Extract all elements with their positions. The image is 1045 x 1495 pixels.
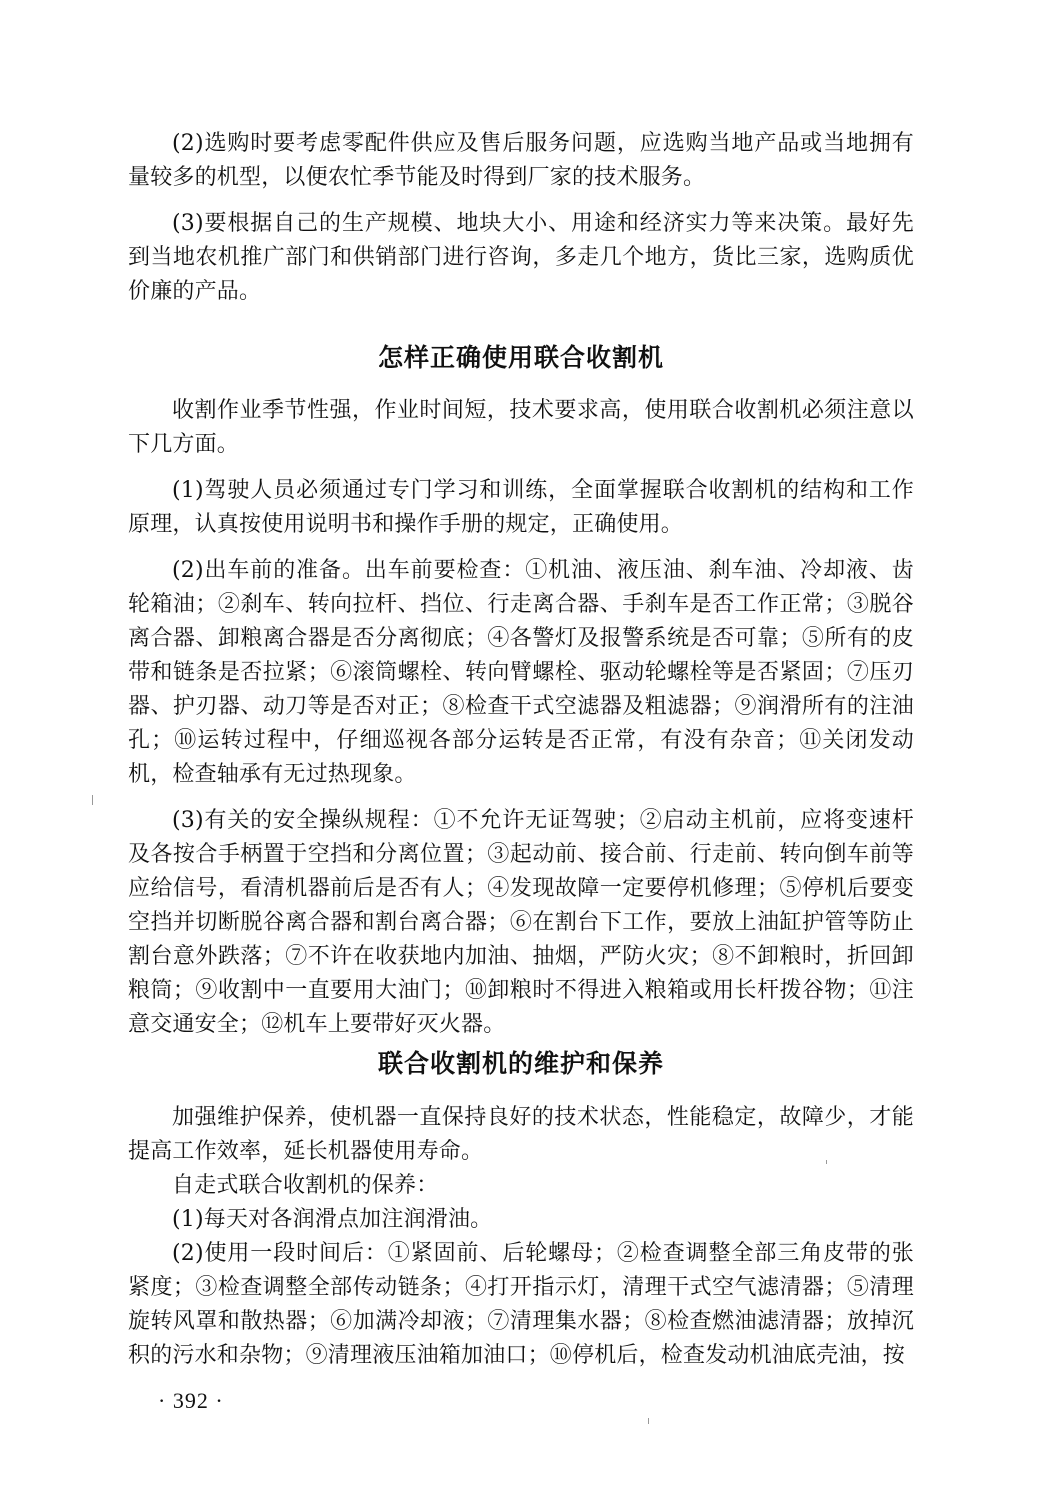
- paragraph-maintenance-intro: 加强维护保养，使机器一直保持良好的技术状态，性能稳定，故障少，才能提高工作效率，延长机器使用寿命。: [128, 1105, 914, 1164]
- section-title-usage: 怎样正确使用联合收割机: [377, 343, 664, 372]
- scan-mark: [648, 1418, 649, 1424]
- paragraph-maintenance-2: (2)使用一段时间后：①紧固前、后轮螺母；②检查调整全部三角皮带的张紧度；③检查调整全部传动链条；④打开指示灯，清理干式空气滤清器；⑤清理旋转风罩和散热器；⑥加满冷却液；⑦清理集水器；⑧检查燃油滤清器；放掉沉积的污水和杂物；⑨清理液压油箱加油口；⑩停机后，检查发动机油底壳油，按: [128, 1241, 914, 1368]
- paragraph-usage-1: (1)驾驶人员必须通过专门学习和训练，全面掌握联合收割机的结构和工作原理，认真按使用说明书和操作手册的规定，正确使用。: [128, 478, 914, 537]
- usage-text-block: [128, 394, 914, 1042]
- scan-mark: [92, 795, 93, 805]
- scan-mark: [826, 1160, 827, 1164]
- paragraph-usage-intro: 收割作业季节性强，作业时间短，技术要求高，使用联合收割机必须注意以下几方面。: [128, 398, 914, 457]
- maintenance-text-block: [128, 1101, 914, 1373]
- intro-text-block: [128, 127, 914, 309]
- section-title-maintenance: 联合收割机的维护和保养: [377, 1049, 664, 1078]
- paragraph-maintenance-1: (1)每天对各润滑点加注润滑油。: [172, 1207, 493, 1232]
- page-number: · 392 ·: [158, 1388, 224, 1413]
- paragraph-purchase-3: (3)要根据自己的生产规模、地块大小、用途和经济实力等来决策。最好先到当地农机推广部门和供销部门进行咨询，多走几个地方，货比三家，选购质优价廉的产品。: [128, 211, 914, 304]
- paragraph-maintenance-subtitle: 自走式联合收割机的保养：: [172, 1173, 439, 1198]
- paragraph-purchase-2: (2)选购时要考虑零配件供应及售后服务问题，应选购当地产品或当地拥有量较多的机型，以便农忙季节能及时得到厂家的技术服务。: [128, 131, 914, 190]
- paragraph-usage-2: (2)出车前的准备。出车前要检查：①机油、液压油、刹车油、冷却液、齿轮箱油；②刹车、转向拉杆、挡位、行走离合器、手刹车是否工作正常；③脱谷离合器、卸粮离合器是否分离彻底；④各警灯及报警系统是否可靠；⑤所有的皮带和链条是否拉紧；⑥滚筒螺栓、转向臂螺栓、驱动轮螺栓等是否紧固；⑦压刃器、护刃器、动刀等是否对正；⑧检查干式空滤器及粗滤器；⑨润滑所有的注油孔；⑩运转过程中，仔细巡视各部分运转是否正常，有没有杂音；⑪关闭发动机，检查轴承有无过热现象。: [128, 558, 914, 787]
- paragraph-usage-3: (3)有关的安全操纵规程：①不允许无证驾驶；②启动主机前，应将变速杆及各按合手柄置于空挡和分离位置；③起动前、接合前、行走前、转向倒车前等应给信号，看清机器前后是否有人；④发现故障一定要停机修理；⑤停机后要变空挡并切断脱谷离合器和割台离合器；⑥在割台下工作，要放上油缸护管等防止割台意外跌落；⑦不许在收获地内加油、抽烟，严防火灾；⑧不卸粮时，折回卸粮筒；⑨收割中一直要用大油门；⑩卸粮时不得进入粮箱或用长杆拨谷物；⑪注意交通安全；⑫机车上要带好灭火器。: [128, 808, 914, 1037]
